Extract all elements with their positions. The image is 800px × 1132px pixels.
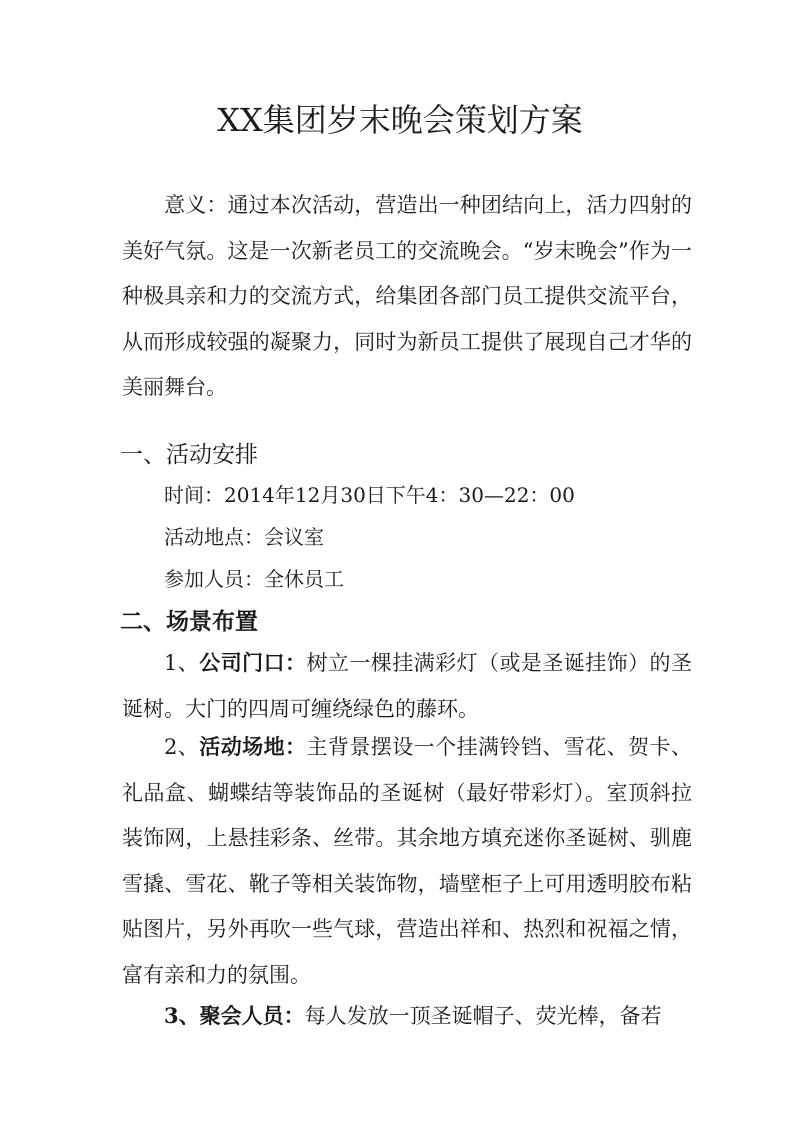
intro-label: 意义： <box>164 193 228 217</box>
scene-item-1-label: 公司门口： <box>199 650 307 675</box>
scene-item-1-num: 1、 <box>164 651 200 675</box>
scene-item-3-text: 每人发放一顶圣诞帽子、荧光棒，备若 <box>304 1004 662 1028</box>
intro-text: 通过本次活动，营造出一种团结向上，活力四射的美好气氛。这是一次新老员工的交流晚会。“岁末晚会”作为一种极具亲和力的交流方式，给集团各部门员工提供交流平台，从而形成较强的凝聚力，同时为新员工提供了展现自己才华的美丽舞台。 <box>122 193 693 399</box>
scene-item-2-num: 2、 <box>164 735 200 759</box>
section-1-heading: 一、活动安排 <box>120 442 258 468</box>
scene-item-3-label: 聚会人员： <box>199 1003 305 1028</box>
scene-item-1 <box>122 640 692 732</box>
scene-item-3-num: 3、 <box>164 1003 200 1028</box>
intro-paragraph <box>122 183 692 411</box>
schedule-place: 活动地点：会议室 <box>164 525 324 549</box>
scene-item-3 <box>122 993 692 1040</box>
scene-item-2-label: 活动场地： <box>199 734 307 759</box>
schedule-time: 时间：2014年12月30日下午4：30—22：00 <box>164 483 575 507</box>
schedule-people: 参加人员：全休员工 <box>164 567 344 591</box>
scene-item-2 <box>122 724 692 998</box>
document-title: XX集团岁末晚会策划方案 <box>217 101 583 139</box>
scene-item-2-text: 主背景摆设一个挂满铃铛、雪花、贺卡、礼品盒、蝴蝶结等装饰品的圣诞树（最好带彩灯）。室顶斜拉装饰网，上悬挂彩条、丝带。其余地方填充迷你圣诞树、驯鹿雪撬、雪花、靴子等相关装饰物，墙壁柜子上可用透明胶布粘贴图片，另外再吹一些气球，营造出祥和、热烈和祝福之情，富有亲和力的氛围。 <box>122 735 692 987</box>
scene-item-1-text: 树立一棵挂满彩灯（或是圣诞挂饰）的圣诞树。大门的四周可缠绕绿色的藤环。 <box>122 651 692 721</box>
section-2-heading: 二、场景布置 <box>120 608 258 635</box>
